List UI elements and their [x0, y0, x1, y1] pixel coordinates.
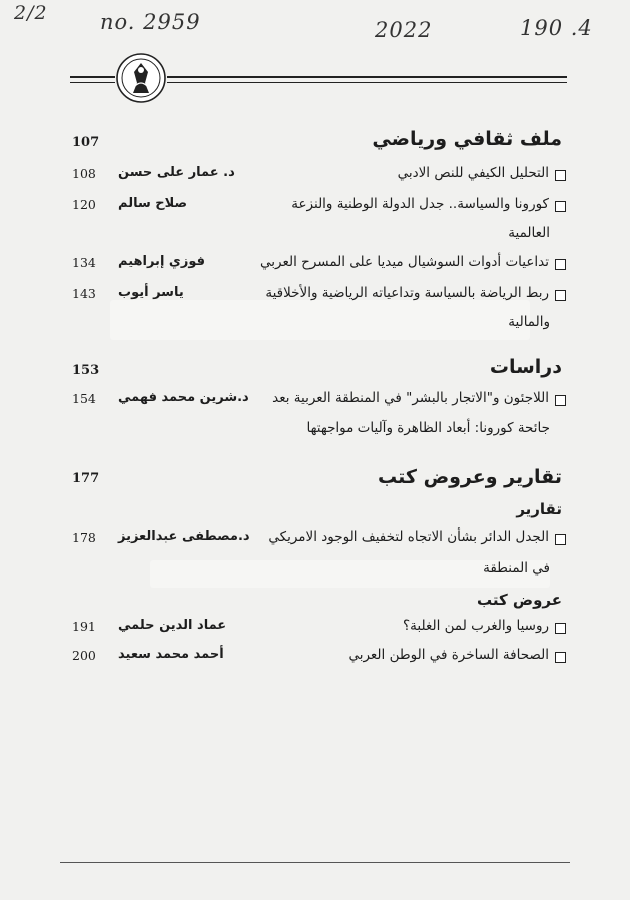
- entry-author: عماد الدين حلمي: [118, 618, 227, 633]
- checkbox-bullet-icon: [555, 652, 566, 663]
- entry-page-number: 200: [72, 648, 96, 663]
- entry-title: روسيا والغرب لمن الغلبة؟: [403, 618, 549, 634]
- header-rule-left-thin: [70, 82, 115, 83]
- section-title-reports-books: تقارير وعروض كتب: [378, 466, 562, 488]
- bleed-through: [110, 300, 530, 340]
- entry-title: التحليل الكيفي للنص الادبي: [397, 165, 549, 181]
- checkbox-bullet-icon: [555, 623, 566, 634]
- entry-page-number: 178: [72, 530, 96, 545]
- toc-entry[interactable]: [72, 646, 566, 668]
- entry-title: اللاجئون و"الاتجار بالبشر" في المنطقة العربية بعد: [272, 390, 549, 406]
- entry-title-continuation: جائحة كورونا: أبعاد الظاهرة وآليات مواجهتها: [306, 420, 550, 436]
- entry-title: الصحافة الساخرة في الوطن العربي: [348, 647, 549, 663]
- handwritten-year: 2022: [375, 18, 433, 42]
- section-page-number: 177: [72, 471, 100, 486]
- entry-page-number: 143: [72, 286, 96, 301]
- checkbox-bullet-icon: [555, 395, 566, 406]
- entry-author: د.شرين محمد فهمي: [118, 390, 249, 405]
- section-title-cultural-sports: ملف ثقافي ورياضي: [372, 128, 562, 150]
- entry-title-continuation: في المنطقة: [483, 560, 550, 576]
- section-page-number: 153: [72, 363, 100, 378]
- toc-entry[interactable]: [72, 253, 566, 275]
- entry-page-number: 134: [72, 255, 96, 270]
- entry-author: ياسر أيوب: [118, 285, 184, 300]
- toc-entry[interactable]: [72, 389, 566, 411]
- entry-title-continuation: والمالية: [508, 314, 550, 330]
- entry-title-continuation: العالمية: [508, 225, 550, 241]
- section-title-studies: دراسات: [489, 356, 562, 378]
- checkbox-bullet-icon: [555, 534, 566, 545]
- magazine-emblem: [114, 52, 168, 108]
- entry-page-number: 191: [72, 619, 96, 634]
- checkbox-bullet-icon: [555, 201, 566, 212]
- entry-author: د. عمار على حسن: [118, 165, 235, 180]
- header-rule-right-thin: [167, 82, 567, 83]
- entry-author: أحمد محمد سعيد: [118, 647, 224, 662]
- checkbox-bullet-icon: [555, 290, 566, 301]
- entry-page-number: 120: [72, 197, 96, 212]
- entry-title: ربط الرياضة بالسياسة وتداعياته الرياضية والأخلاقية: [265, 285, 549, 301]
- entry-page-number: 108: [72, 166, 96, 181]
- handwritten-ref-number: no. 2959: [100, 10, 201, 34]
- handwritten-folio: 190 .4: [520, 16, 593, 40]
- toc-entry[interactable]: [72, 164, 566, 186]
- entry-title: كورونا والسياسة.. جدل الدولة الوطنية والنزعة: [291, 196, 549, 212]
- toc-entry[interactable]: [72, 617, 566, 639]
- entry-author: د.مصطفى عبدالعزيز: [118, 529, 250, 544]
- entry-author: فوزي إبراهيم: [118, 254, 205, 269]
- entry-title: تداعيات أدوات السوشيال ميديا على المسرح العربي: [260, 254, 549, 270]
- header-rule-left: [70, 76, 115, 78]
- toc-entry[interactable]: [72, 195, 566, 217]
- entry-author: صلاح سالم: [118, 196, 188, 211]
- section-page-number: 107: [72, 135, 100, 150]
- checkbox-bullet-icon: [555, 170, 566, 181]
- handwritten-page-mark: 2/2: [14, 2, 48, 24]
- subsection-title-reports: تقارير: [516, 500, 562, 518]
- entry-title: الجدل الدائر بشأن الاتجاه لتخفيف الوجود الامريكي: [268, 529, 549, 545]
- header-rule-right: [167, 76, 567, 78]
- checkbox-bullet-icon: [555, 259, 566, 270]
- entry-page-number: 154: [72, 391, 96, 406]
- footer-rule: [60, 862, 570, 863]
- toc-entry[interactable]: [72, 528, 566, 550]
- subsection-title-book-reviews: عروض كتب: [476, 591, 562, 609]
- toc-entry[interactable]: [72, 284, 566, 306]
